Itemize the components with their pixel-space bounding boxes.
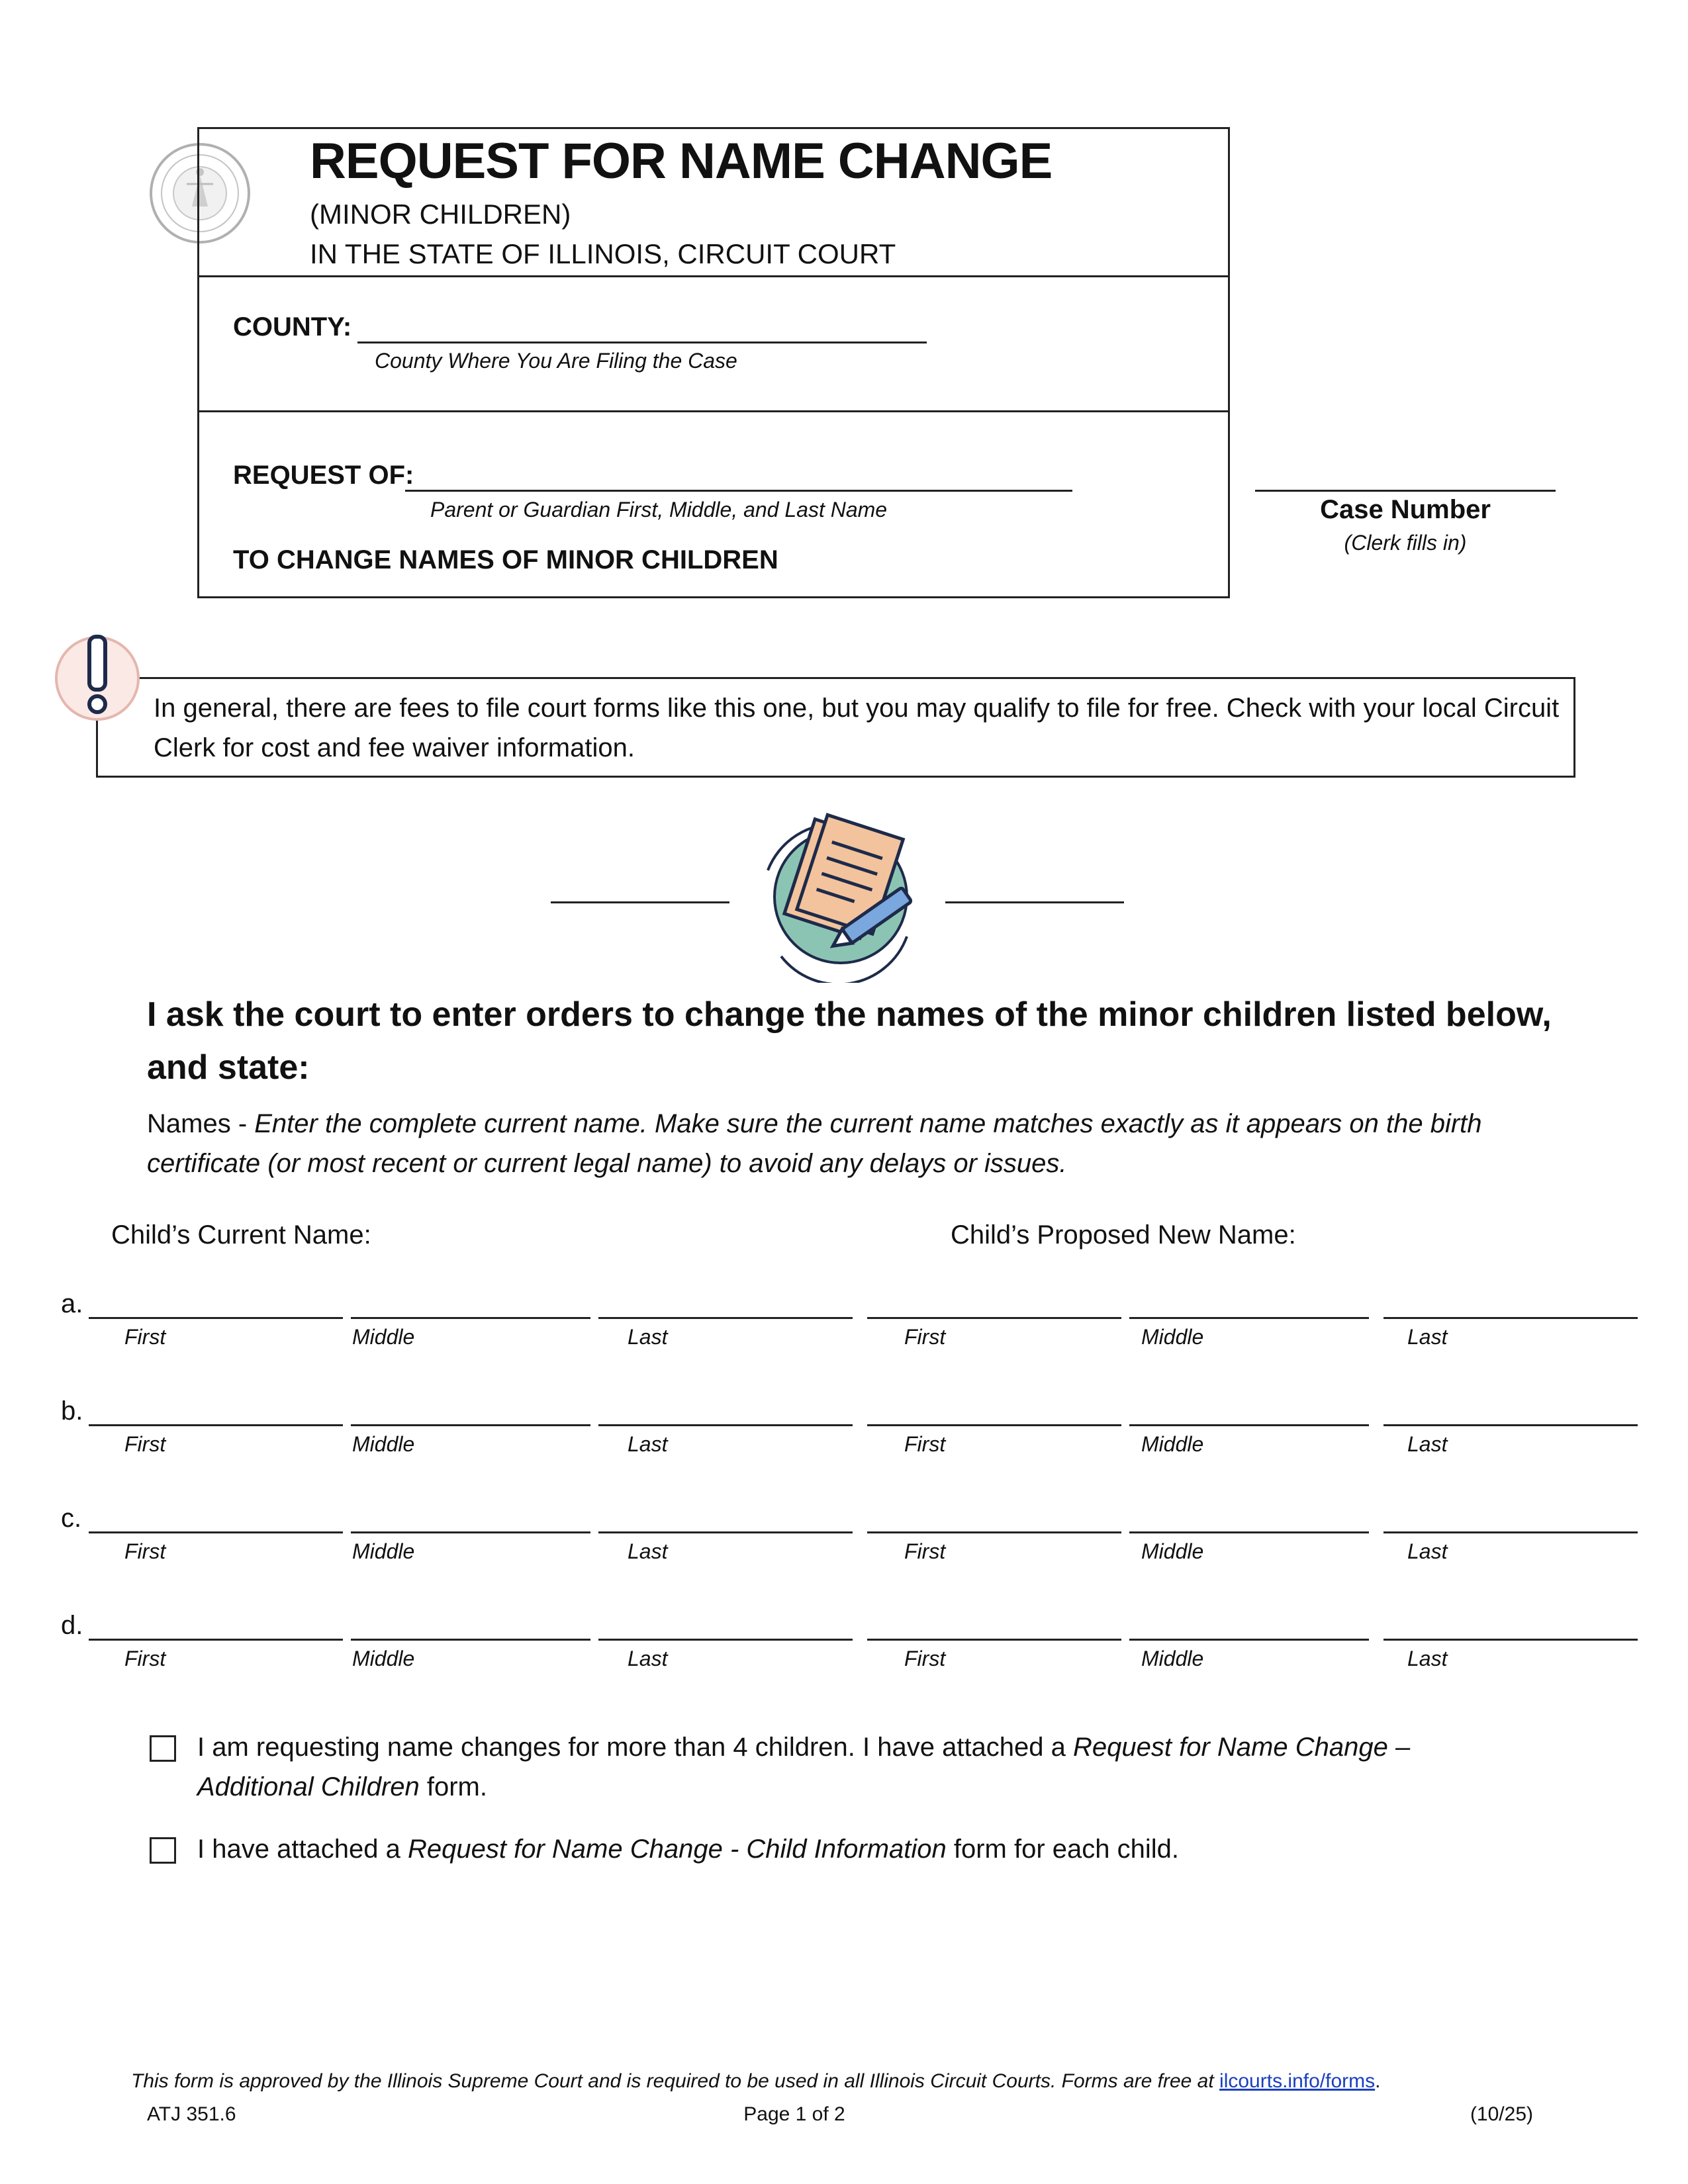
proposed-first-b[interactable] (867, 1424, 1121, 1426)
divider (197, 275, 1230, 277)
label-last: Last (628, 1539, 668, 1563)
revision-date: (10/25) (1470, 2103, 1533, 2125)
cb2-form-name: Request for Name Change - Child Information (408, 1835, 947, 1864)
divider-left (551, 901, 729, 903)
current-middle-d[interactable] (351, 1639, 590, 1641)
court-name: IN THE STATE OF ILLINOIS, CIRCUIT COURT (310, 238, 896, 269)
cb1-form-name-2: Additional Children (197, 1772, 420, 1801)
names-hint-text: Enter the complete current name. Make sure the current name matches exactly as it appears on the birth certificate (or most recent or current legal name) to avoid any delays or issues. (147, 1109, 1482, 1178)
parent-name-field[interactable] (405, 490, 1072, 492)
proposed-middle-b[interactable] (1129, 1424, 1369, 1426)
label-middle: Middle (1141, 1325, 1204, 1349)
current-last-a[interactable] (598, 1317, 853, 1319)
county-field[interactable] (357, 341, 927, 343)
proposed-last-a[interactable] (1383, 1317, 1638, 1319)
current-name-heading: Child’s Current Name: (111, 1220, 371, 1250)
label-middle: Middle (352, 1647, 415, 1670)
request-of-label: REQUEST OF: (233, 461, 414, 490)
proposed-name-heading: Child’s Proposed New Name: (951, 1220, 1296, 1250)
row-letter-d: d. (61, 1611, 83, 1640)
current-first-c[interactable] (89, 1531, 343, 1533)
current-last-d[interactable] (598, 1639, 853, 1641)
footer-period: . (1375, 2070, 1381, 2092)
current-middle-a[interactable] (351, 1317, 590, 1319)
page-number: Page 1 of 2 (743, 2103, 845, 2125)
case-number-label: Case Number (1320, 495, 1491, 524)
label-middle: Middle (1141, 1432, 1204, 1456)
child-information-attached-label (197, 1829, 1521, 1869)
form-subtitle: (MINOR CHILDREN) (310, 199, 571, 230)
proposed-first-d[interactable] (867, 1639, 1121, 1641)
label-first: First (904, 1432, 946, 1456)
label-middle: Middle (1141, 1647, 1204, 1670)
current-middle-c[interactable] (351, 1531, 590, 1533)
proposed-first-a[interactable] (867, 1317, 1121, 1319)
label-last: Last (1407, 1432, 1448, 1456)
proposed-middle-d[interactable] (1129, 1639, 1369, 1641)
proposed-last-c[interactable] (1383, 1531, 1638, 1533)
label-middle: Middle (352, 1432, 415, 1456)
label-last: Last (628, 1647, 668, 1670)
row-letter-a: a. (61, 1289, 83, 1318)
label-last: Last (1407, 1539, 1448, 1563)
exclamation-icon (53, 634, 142, 723)
current-first-d[interactable] (89, 1639, 343, 1641)
label-first: First (124, 1539, 166, 1563)
divider-right (945, 901, 1124, 903)
label-first: First (904, 1325, 946, 1349)
to-change-label: TO CHANGE NAMES OF MINOR CHILDREN (233, 545, 778, 574)
row-letter-c: c. (61, 1504, 82, 1533)
proposed-first-c[interactable] (867, 1531, 1121, 1533)
more-than-4-children-label (197, 1727, 1521, 1807)
footer-approval-text: This form is approved by the Illinois Supreme Court and is required to be used in all Illinois Circuit Courts. Forms are free at (131, 2070, 1220, 2092)
proposed-middle-a[interactable] (1129, 1317, 1369, 1319)
case-number-hint: (Clerk fills in) (1344, 531, 1467, 555)
label-first: First (904, 1647, 946, 1670)
case-number-field[interactable] (1255, 490, 1556, 492)
proposed-last-d[interactable] (1383, 1639, 1638, 1641)
form-id: ATJ 351.6 (147, 2103, 236, 2125)
cb1-text-a: I am requesting name changes for more than 4 children. I have attached a (197, 1733, 1074, 1762)
child-information-attached-checkbox[interactable] (150, 1837, 176, 1864)
names-instructions (147, 1104, 1570, 1183)
forms-link[interactable]: ilcourts.info/forms (1219, 2070, 1376, 2092)
cb1-text-d: form. (419, 1772, 487, 1801)
cb2-text-c: form for each child. (946, 1835, 1179, 1864)
current-first-b[interactable] (89, 1424, 343, 1426)
cb1-form-name: Request for Name Change – (1073, 1733, 1411, 1762)
cb2-text-a: I have attached a (197, 1835, 408, 1864)
request-heading: I ask the court to enter orders to change the names of the minor children listed below, and state: (147, 995, 1552, 1087)
current-last-c[interactable] (598, 1531, 853, 1533)
footer-approval (131, 2070, 1587, 2093)
form-title: REQUEST FOR NAME CHANGE (310, 133, 1053, 189)
county-label: COUNTY: (233, 312, 352, 341)
divider (197, 410, 1230, 412)
more-than-4-children-checkbox[interactable] (150, 1735, 176, 1762)
proposed-middle-c[interactable] (1129, 1531, 1369, 1533)
parent-name-hint: Parent or Guardian First, Middle, and Last Name (430, 498, 888, 522)
label-last: Last (1407, 1325, 1448, 1349)
proposed-last-b[interactable] (1383, 1424, 1638, 1426)
label-last: Last (1407, 1647, 1448, 1670)
label-first: First (904, 1539, 946, 1563)
current-first-a[interactable] (89, 1317, 343, 1319)
label-middle: Middle (352, 1325, 415, 1349)
label-first: First (124, 1432, 166, 1456)
current-middle-b[interactable] (351, 1424, 590, 1426)
row-letter-b: b. (61, 1396, 83, 1426)
label-last: Last (628, 1325, 668, 1349)
document-pencil-icon (741, 811, 940, 983)
label-first: First (124, 1647, 166, 1670)
county-hint: County Where You Are Filing the Case (375, 349, 737, 373)
label-middle: Middle (352, 1539, 415, 1563)
label-first: First (124, 1325, 166, 1349)
names-prefix: Names - (147, 1109, 255, 1138)
current-last-b[interactable] (598, 1424, 853, 1426)
label-last: Last (628, 1432, 668, 1456)
fee-notice-text: In general, there are fees to file court forms like this one, but you may qualify to file for free. Check with your local Circuit Clerk for cost and fee waiver information. (154, 694, 1560, 762)
label-middle: Middle (1141, 1539, 1204, 1563)
